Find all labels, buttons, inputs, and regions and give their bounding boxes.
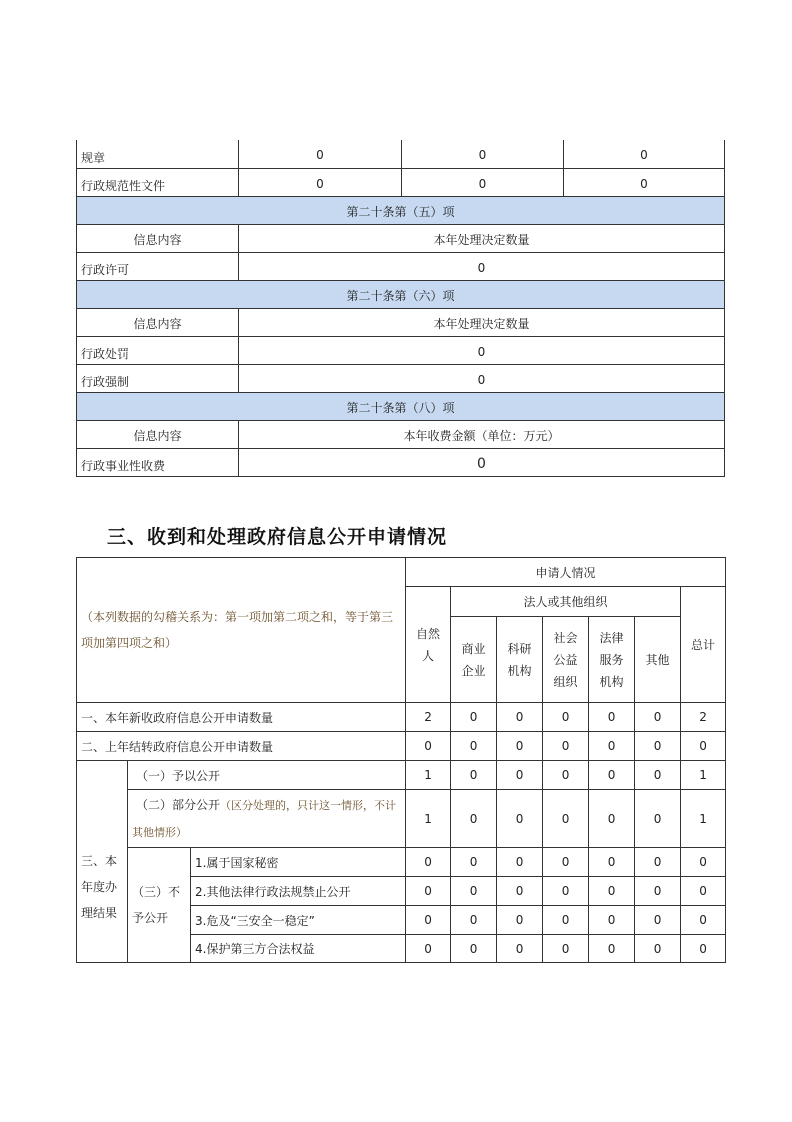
header-business: 商业企业	[451, 617, 497, 703]
cell-value: 0	[239, 364, 725, 392]
column-header-row	[77, 308, 725, 336]
cell-value: 0	[589, 703, 635, 732]
cell-value: 1	[681, 761, 726, 790]
table-row	[77, 703, 726, 732]
cell-value: 0	[543, 906, 589, 935]
application-stats-table	[76, 557, 726, 963]
cell-value: 0	[451, 703, 497, 732]
cell-value: 0	[497, 703, 543, 732]
cell-value: 0	[543, 732, 589, 761]
row-label-main: （二）部分公开	[136, 797, 221, 812]
cell-value: 2	[406, 703, 451, 732]
col-header-content: 信息内容	[77, 308, 239, 336]
cell-value: 0	[406, 732, 451, 761]
section-title: 第二十条第（五）项	[77, 196, 725, 224]
cell-value: 0	[451, 906, 497, 935]
cell-value: 0	[239, 252, 725, 280]
cell-value: 0	[681, 732, 726, 761]
cell-value: 0	[681, 935, 726, 963]
section-heading: 三、收到和处理政府信息公开申请情况	[107, 526, 448, 548]
cell-value: 0	[635, 848, 681, 877]
header-natural-person: 自然人	[406, 587, 451, 703]
cell-value: 0	[564, 140, 725, 168]
column-header-row	[77, 224, 725, 252]
section-header-row	[77, 196, 725, 224]
cell-value: 0	[451, 848, 497, 877]
row-label: 行政处罚	[77, 336, 239, 364]
column-header-row	[77, 420, 725, 448]
not-public-group-label: （三）不予公开	[128, 848, 191, 963]
cell-value: 0	[543, 761, 589, 790]
col-header-value: 本年收费金额（单位：万元）	[239, 420, 725, 448]
cell-value: 0	[635, 732, 681, 761]
table-row	[77, 790, 726, 848]
header-research: 科研机构	[497, 617, 543, 703]
row-label: 行政强制	[77, 364, 239, 392]
cell-value: 0	[451, 761, 497, 790]
cell-value: 0	[402, 140, 564, 168]
cell-value: 0	[543, 790, 589, 848]
cell-value: 0	[239, 336, 725, 364]
cell-value: 0	[681, 848, 726, 877]
cell-value: 0	[451, 877, 497, 906]
applicant-header: 申请人情况	[406, 558, 726, 587]
cell-value: 0	[406, 906, 451, 935]
row-label: 一、本年新收政府信息公开申请数量	[77, 703, 406, 732]
cell-value: 0	[239, 140, 402, 168]
row-label: 3.危及“三安全一稳定”	[191, 906, 406, 935]
cell-value: 2	[681, 703, 726, 732]
cell-value: 1	[681, 790, 726, 848]
row-label: （一）予以公开	[128, 761, 406, 790]
header-other: 其他	[635, 617, 681, 703]
col-header-content: 信息内容	[77, 420, 239, 448]
cell-value: 0	[406, 877, 451, 906]
cell-value: 0	[543, 935, 589, 963]
cell-value: 0	[635, 935, 681, 963]
row-label: 二、上年结转政府信息公开申请数量	[77, 732, 406, 761]
row-label: 规章	[77, 140, 239, 168]
table-row	[77, 336, 725, 364]
header-public-welfare: 社会公益组织	[543, 617, 589, 703]
table-row	[77, 732, 726, 761]
cell-value: 0	[681, 906, 726, 935]
cell-value: 0	[635, 877, 681, 906]
cell-value: 0	[589, 877, 635, 906]
section-title: 第二十条第（八）项	[77, 392, 725, 420]
cell-value: 0	[239, 168, 402, 196]
cell-value: 0	[406, 935, 451, 963]
cell-value: 0	[635, 790, 681, 848]
cell-value: 0	[681, 877, 726, 906]
cell-value: 0	[589, 761, 635, 790]
table-row	[77, 848, 726, 877]
cell-value: 0	[589, 906, 635, 935]
cell-value: 0	[543, 703, 589, 732]
cell-value: 0	[451, 790, 497, 848]
col-header-value: 本年处理决定数量	[239, 308, 725, 336]
cell-value: 0	[635, 703, 681, 732]
header-row	[77, 558, 726, 587]
result-group-label: 三、本年度办理结果	[77, 761, 128, 963]
row-label: 1.属于国家秘密	[191, 848, 406, 877]
cell-value: 0	[406, 848, 451, 877]
cell-value: 0	[402, 168, 564, 196]
cell-value: 0	[589, 848, 635, 877]
header-legal-group: 法人或其他组织	[451, 587, 681, 617]
cell-value: 0	[451, 732, 497, 761]
header-legal-service: 法律服务机构	[589, 617, 635, 703]
section-header-row	[77, 392, 725, 420]
section-title: 第二十条第（六）项	[77, 280, 725, 308]
cell-value: 1	[406, 790, 451, 848]
row-label: 4.保护第三方合法权益	[191, 935, 406, 963]
cell-value: 0	[635, 761, 681, 790]
row-label: 行政许可	[77, 252, 239, 280]
row-label	[128, 790, 406, 848]
table-row	[77, 364, 725, 392]
cell-value: 0	[497, 877, 543, 906]
disclosure-table-continued	[76, 140, 725, 477]
cell-value: 0	[497, 761, 543, 790]
table-row	[77, 761, 726, 790]
cell-value: 0	[564, 168, 725, 196]
cell-value: 0	[451, 935, 497, 963]
table-row	[77, 448, 725, 476]
cell-value: 0	[497, 935, 543, 963]
cell-value: 0	[589, 732, 635, 761]
cell-value: 0	[543, 877, 589, 906]
row-label: 行政规范性文件	[77, 168, 239, 196]
cell-value: 0	[589, 935, 635, 963]
col-header-content: 信息内容	[77, 224, 239, 252]
row-label-note: （区分处理的，只计这一情形，不计其他情形）	[132, 798, 397, 839]
header-total: 总计	[681, 587, 726, 703]
cell-value: 0	[497, 906, 543, 935]
table-row	[77, 140, 725, 168]
calculation-note: （本列数据的勾稽关系为：第一项加第二项之和，等于第三项加第四项之和）	[77, 558, 406, 703]
cell-value: 1	[406, 761, 451, 790]
section-header-row	[77, 280, 725, 308]
cell-value: 0	[635, 906, 681, 935]
col-header-value: 本年处理决定数量	[239, 224, 725, 252]
row-label: 行政事业性收费	[77, 448, 239, 476]
cell-value: 0	[497, 732, 543, 761]
table-row	[77, 168, 725, 196]
cell-value: 0	[589, 790, 635, 848]
cell-value: 0	[543, 848, 589, 877]
cell-value: 0	[239, 448, 725, 476]
cell-value: 0	[497, 790, 543, 848]
cell-value: 0	[497, 848, 543, 877]
table-row	[77, 252, 725, 280]
row-label: 2.其他法律行政法规禁止公开	[191, 877, 406, 906]
